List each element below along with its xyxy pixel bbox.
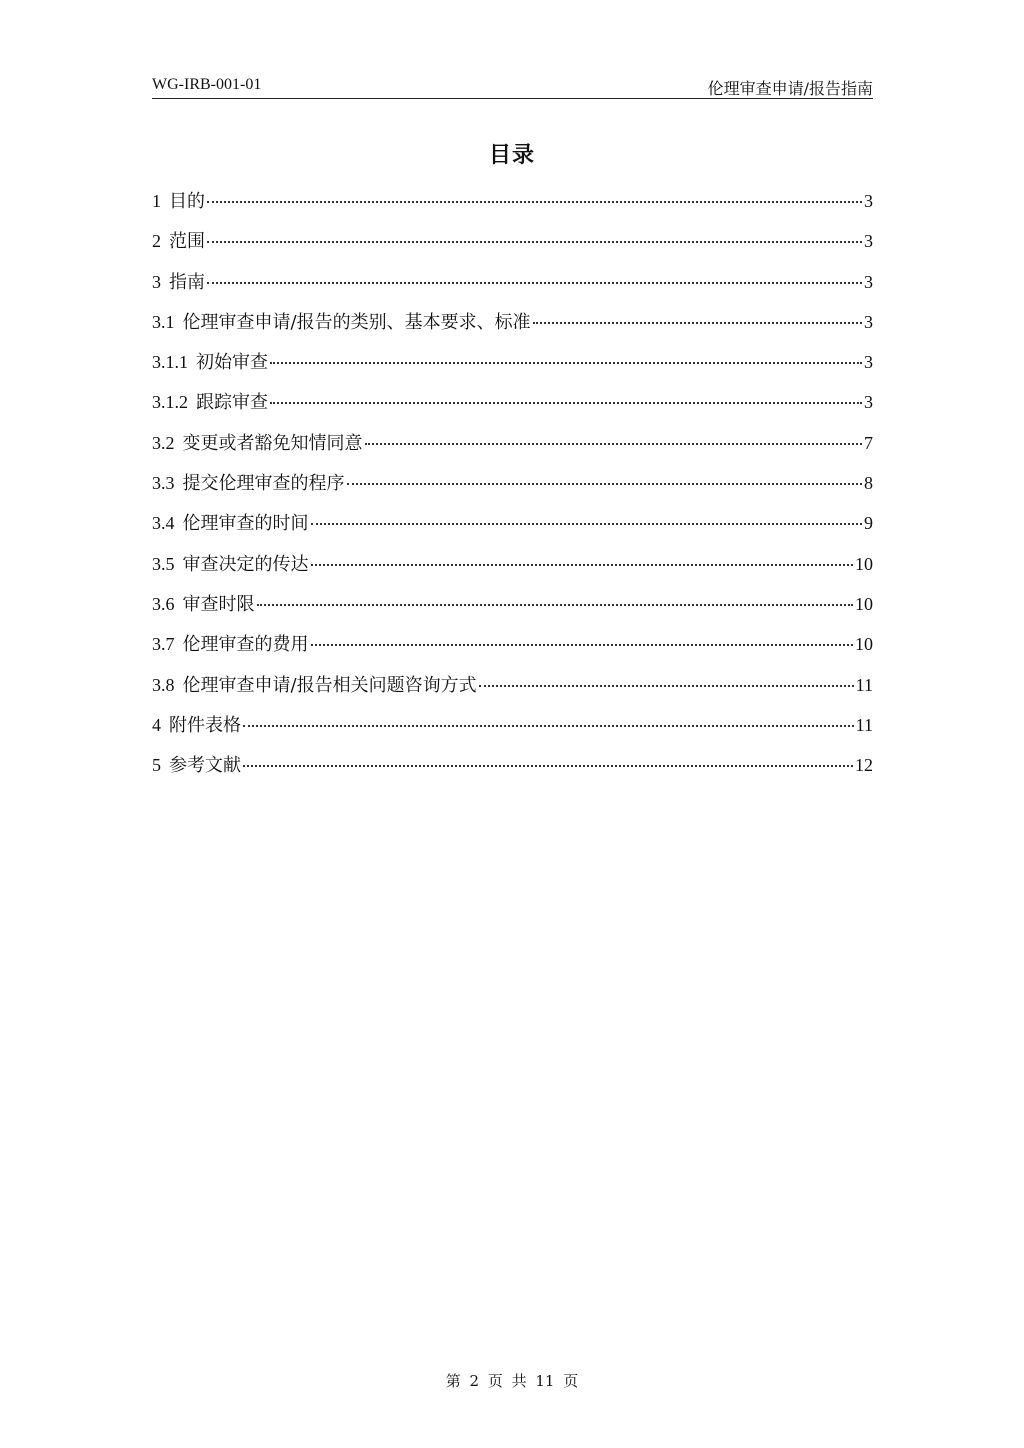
toc-entry-label: 范围: [169, 231, 205, 253]
toc-entry-label: 指南: [169, 271, 205, 293]
toc-entry-number: 3.3: [152, 473, 175, 494]
toc-entry-label: 伦理审查申请/报告的类别、基本要求、标准: [182, 311, 531, 333]
toc-entry-page: 7: [864, 432, 873, 453]
toc-entry-label: 参考文献: [169, 755, 241, 777]
toc-entry-purpose[interactable]: [152, 188, 873, 228]
toc-entry-number: 3.8: [152, 674, 175, 695]
page-footer: 第 2 页 共 11 页: [445, 1372, 579, 1390]
toc-entry-page: 10: [855, 553, 873, 574]
toc-entry-page: 3: [864, 191, 873, 211]
toc-entry-label: 审查决定的传达: [182, 553, 309, 575]
toc-dot-leader: [270, 401, 862, 404]
document-code: WG-IRB-001-01: [152, 76, 262, 93]
toc-entry-label: 伦理审查申请/报告相关问题咨询方式: [182, 674, 477, 696]
toc-dot-leader: [311, 643, 854, 646]
toc-dot-leader: [207, 240, 862, 243]
toc-entry-number: 3: [152, 271, 161, 292]
toc-entry-attachments[interactable]: [152, 712, 873, 752]
toc-entry-number: 3.1.2: [152, 392, 188, 413]
toc-entry-label: 附件表格: [169, 714, 241, 736]
toc-dot-leader: [479, 684, 854, 687]
toc-entry-initial-review[interactable]: [152, 349, 873, 389]
toc-entry-page: 11: [855, 674, 873, 695]
toc-entry-page: 3: [864, 311, 873, 332]
toc-entry-number: 4: [152, 714, 161, 735]
toc-title: 目录: [488, 142, 535, 168]
toc-dot-leader: [533, 321, 862, 324]
toc-entry-review-deadline[interactable]: [152, 591, 873, 631]
toc-entry-page: 12: [855, 755, 873, 776]
toc-entry-number: 3.5: [152, 553, 175, 574]
toc-entry-page: 3: [864, 352, 873, 373]
toc-entry-page: 3: [864, 392, 873, 413]
toc-dot-leader: [257, 603, 854, 606]
toc-entry-consultation[interactable]: [152, 672, 873, 712]
toc-entry-number: 3.4: [152, 513, 175, 534]
toc-entry-label: 初始审查: [196, 352, 268, 374]
toc-entry-number: 3.7: [152, 634, 175, 655]
toc-entry-follow-up-review[interactable]: [152, 389, 873, 429]
toc-entry-number: 3.1.1: [152, 352, 188, 373]
toc-entry-label: 提交伦理审查的程序: [182, 473, 345, 495]
toc-entry-review-time[interactable]: [152, 510, 873, 550]
toc-entry-scope[interactable]: [152, 228, 873, 268]
toc-entry-label: 跟踪审查: [196, 392, 268, 414]
toc-entry-references[interactable]: [152, 752, 873, 792]
page-header: [152, 74, 873, 99]
toc-dot-leader: [243, 764, 853, 767]
toc-entry-decision-communication[interactable]: [152, 551, 873, 591]
toc-entry-number: 3.1: [152, 311, 175, 332]
toc-entry-page: 11: [855, 714, 873, 735]
toc-entry-label: 伦理审查的时间: [182, 513, 309, 535]
toc-entry-label: 伦理审查的费用: [182, 634, 309, 656]
toc-dot-leader: [311, 563, 854, 566]
toc-dot-leader: [365, 442, 863, 445]
toc-entry-number: 3.6: [152, 593, 175, 614]
toc-entry-guide[interactable]: [152, 269, 873, 309]
toc-entry-consent-waiver[interactable]: [152, 430, 873, 470]
toc-dot-leader: [207, 281, 862, 284]
toc-entry-number: 1: [152, 191, 161, 211]
toc-entry-number: 3.2: [152, 432, 175, 453]
toc-entry-page: 10: [855, 634, 873, 655]
toc-entry-label: 审查时限: [182, 593, 255, 615]
toc-entry-page: 9: [864, 513, 873, 534]
toc-dot-leader: [311, 522, 863, 525]
toc-entry-page: 3: [864, 231, 873, 252]
toc-entry-number: 2: [152, 231, 161, 252]
toc-entry-submission-procedure[interactable]: [152, 470, 873, 510]
toc-entry-page: 8: [864, 473, 873, 494]
toc-entry-review-fees[interactable]: [152, 631, 873, 671]
toc-dot-leader: [243, 724, 854, 727]
toc-entry-page: 3: [864, 271, 873, 292]
toc-entry-page: 10: [855, 593, 873, 614]
table-of-contents: [152, 188, 873, 792]
toc-dot-leader: [347, 482, 863, 485]
document-title: 伦理审查申请/报告指南: [707, 79, 873, 98]
toc-entry-categories[interactable]: [152, 309, 873, 349]
toc-entry-label: 变更或者豁免知情同意: [182, 432, 363, 454]
toc-dot-leader: [207, 200, 862, 203]
toc-entry-label: 目的: [169, 191, 205, 212]
toc-entry-number: 5: [152, 755, 161, 776]
toc-dot-leader: [270, 361, 862, 364]
